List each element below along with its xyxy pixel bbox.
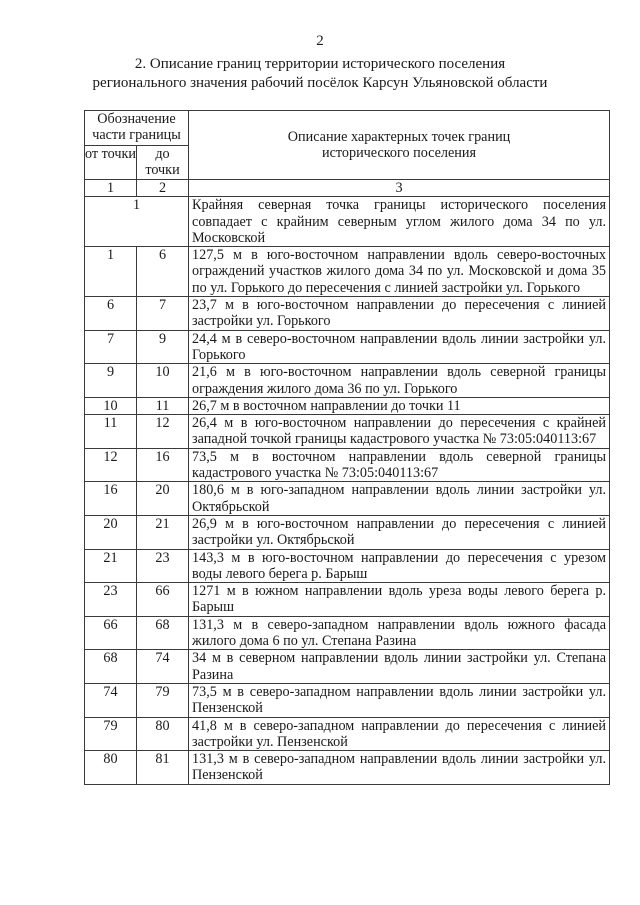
row-to-point: 66 bbox=[137, 583, 189, 617]
row-description: 21,6 м в юго-восточном направлении вдоль северной границы ограждения жилого дома 36 по ул. Горького bbox=[189, 364, 610, 398]
table-row bbox=[85, 364, 610, 398]
row-to-point: 68 bbox=[137, 616, 189, 650]
table-row bbox=[85, 616, 610, 650]
row-description: 143,3 м в юго-восточном направлении до пересечения с урезом воды левого берега р. Барыш bbox=[189, 549, 610, 583]
row-description: 73,5 м в северо-западном направлении вдоль линии застройки ул. Пензенской bbox=[189, 683, 610, 717]
table-row bbox=[85, 515, 610, 549]
row-description: 34 м в северном направлении вдоль линии застройки ул. Степана Разина bbox=[189, 650, 610, 684]
row-from-point: 21 bbox=[85, 549, 137, 583]
row-to-point: 23 bbox=[137, 549, 189, 583]
table-body bbox=[85, 197, 610, 784]
row-to-point: 10 bbox=[137, 364, 189, 398]
row-from-point: 20 bbox=[85, 515, 137, 549]
row-to-point: 74 bbox=[137, 650, 189, 684]
row-description: 26,7 м в восточном направлении до точки 11 bbox=[189, 397, 610, 414]
table-row bbox=[85, 330, 610, 364]
table-row bbox=[85, 397, 610, 414]
table-row bbox=[85, 448, 610, 482]
row-to-point: 20 bbox=[137, 482, 189, 516]
row-from-point: 66 bbox=[85, 616, 137, 650]
table-row-start-point bbox=[85, 197, 610, 247]
table-row bbox=[85, 650, 610, 684]
row-to-point: 80 bbox=[137, 717, 189, 751]
row-from-point: 16 bbox=[85, 482, 137, 516]
row-to-point: 7 bbox=[137, 297, 189, 331]
row-description: 26,4 м в юго-восточном направлении до пересечения с крайней западной точкой границы кадастрового участка № 73:05:040113:67 bbox=[189, 415, 610, 449]
row-from-point: 9 bbox=[85, 364, 137, 398]
row-description: 1271 м в южном направлении вдоль уреза воды левого берега р. Барыш bbox=[189, 583, 610, 617]
row-from-point: 10 bbox=[85, 397, 137, 414]
row-to-point: 16 bbox=[137, 448, 189, 482]
row-description: 73,5 м в восточном направлении вдоль северной границы кадастрового участка № 73:05:040113:67 bbox=[189, 448, 610, 482]
row-from-point: 80 bbox=[85, 751, 137, 785]
row-description: 131,3 м в северо-западном направлении вдоль южного фасада жилого дома 6 по ул. Степана Разина bbox=[189, 616, 610, 650]
row-to-point: 11 bbox=[137, 397, 189, 414]
table-row bbox=[85, 751, 610, 785]
row-description: 180,6 м в юго-западном направлении вдоль линии застройки ул. Октябрьской bbox=[189, 482, 610, 516]
row-description: 26,9 м в юго-восточном направлении до пересечения с линией застройки ул. Октябрьской bbox=[189, 515, 610, 549]
table-row bbox=[85, 683, 610, 717]
table-header bbox=[85, 111, 610, 197]
table-row bbox=[85, 717, 610, 751]
row-from-point: 6 bbox=[85, 297, 137, 331]
row-from-point: 7 bbox=[85, 330, 137, 364]
header-description: Описание характерных точек границ исторического поселения bbox=[189, 111, 610, 180]
header-designation: Обозначение части границы bbox=[85, 111, 189, 146]
header-col-3: 3 bbox=[189, 180, 610, 197]
row-from-point: 23 bbox=[85, 583, 137, 617]
row-description: 131,3 м в северо-западном направлении вдоль линии застройки ул. Пензенской bbox=[189, 751, 610, 785]
header-to: до точки bbox=[137, 146, 189, 180]
boundary-table bbox=[84, 110, 610, 785]
header-col-1: 1 bbox=[85, 180, 137, 197]
header-col-2: 2 bbox=[137, 180, 189, 197]
row-description: 127,5 м в юго-восточном направлении вдоль северо-восточных ограждений участков жилого дома 34 по ул. Московской и дома 35 по ул. Горького до пересечения с линией застройки ул. Горького bbox=[189, 247, 610, 297]
title-line-1: 2. Описание границ территории исторического поселения bbox=[134, 56, 506, 72]
header-from: от точки bbox=[85, 146, 137, 180]
row-to-point: 12 bbox=[137, 415, 189, 449]
row-from-point: 79 bbox=[85, 717, 137, 751]
row-from-point: 68 bbox=[85, 650, 137, 684]
start-point-number: 1 bbox=[85, 197, 189, 247]
row-description: 41,8 м в северо-западном направлении до пересечения с линией застройки ул. Пензенской bbox=[189, 717, 610, 751]
document-title bbox=[0, 55, 640, 93]
row-from-point: 1 bbox=[85, 247, 137, 297]
row-to-point: 81 bbox=[137, 751, 189, 785]
title-line-2: регионального значения рабочий посёлок Карсун Ульяновской области bbox=[92, 75, 548, 91]
row-description: 23,7 м в юго-восточном направлении до пересечения с линией застройки ул. Горького bbox=[189, 297, 610, 331]
row-to-point: 6 bbox=[137, 247, 189, 297]
row-to-point: 79 bbox=[137, 683, 189, 717]
table-row bbox=[85, 297, 610, 331]
row-from-point: 12 bbox=[85, 448, 137, 482]
row-to-point: 9 bbox=[137, 330, 189, 364]
table-row bbox=[85, 583, 610, 617]
table-row bbox=[85, 415, 610, 449]
row-to-point: 21 bbox=[137, 515, 189, 549]
table-row bbox=[85, 247, 610, 297]
row-from-point: 11 bbox=[85, 415, 137, 449]
table-row bbox=[85, 549, 610, 583]
page-number: 2 bbox=[316, 33, 324, 49]
row-from-point: 74 bbox=[85, 683, 137, 717]
table-row bbox=[85, 482, 610, 516]
start-point-description: Крайняя северная точка границы исторического поселения совпадает с крайним северным углом жилого дома 34 по ул. Московской bbox=[189, 197, 610, 247]
row-description: 24,4 м в северо-восточном направлении вдоль линии застройки ул. Горького bbox=[189, 330, 610, 364]
